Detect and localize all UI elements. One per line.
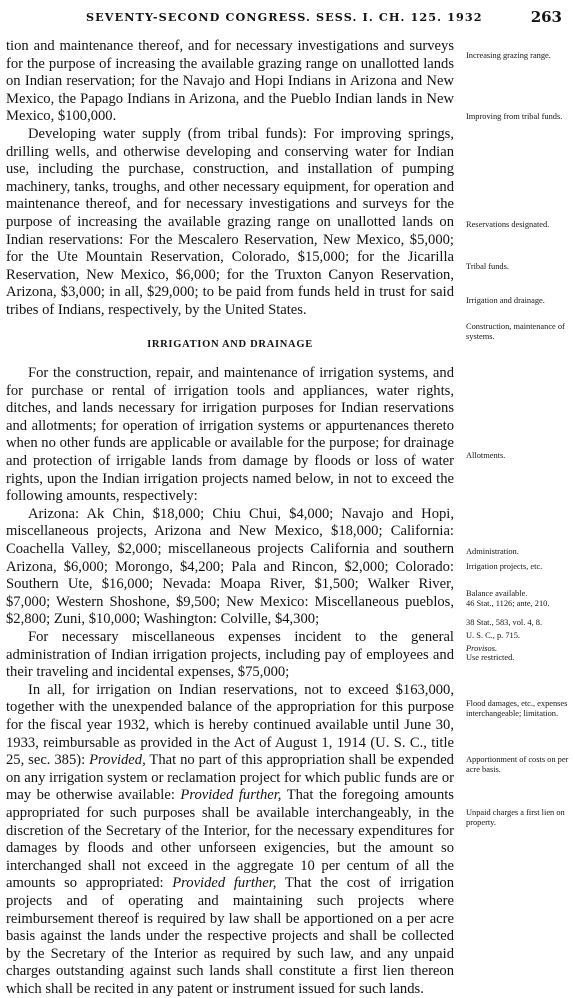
paragraph-in-all <box>6 682 454 998</box>
margin-note: Tribal funds. <box>466 262 509 271</box>
in-all-text-a: In all, for irrigation on Indian reservations, not to exceed $163,000, together with the unexpended balance of the appropriation for this purpose for the fiscal year 1932, which is hereby continued available until June 30, 1933, reimbursable as provided in the Act of August 1, 1914 (U. S. C., title 25, sec. 385): <box>6 681 454 769</box>
margin-note: Use restricted. <box>466 653 515 662</box>
paragraph-water-supply: Developing water supply (from tribal funds): For improving springs, drilling wells, and otherwise developing and conserving water for Indian use, including the purchase, construction, and installation of pumping machinery, tanks, troughs, and other necessary equipment, for operation and maintenance thereof, and for necessary investigations and surveys for the purpose of increasing the available grazing range on unallotted lands on Indian reservations: For the Mescalero Reservation, New Mexico, $5,000; for the Ute Mountain Reservation, Colorado, $15,000; for the Jicarilla Reservation, New Mexico, $6,000; for the Truxton Canyon Reservation, Arizona, $3,000; in all, $29,000; to be paid from funds held in trust for said tribes of Indians, respectively, by the United States. <box>6 125 454 318</box>
margin-note: Administration. <box>466 547 519 556</box>
margin-note: Construction, maintenance of systems. <box>466 322 565 341</box>
margin-note: Increasing grazing range. <box>466 51 551 60</box>
in-all-text-d: That the cost of irrigation projects and of operating and maintaining such projects where reimbursement thereof is required by law shall be apportioned on a per acre basis against the lands under the respective projects and shall be collected by the Secretary of the Interior as required by such law, and any unpaid charges outstanding against such lands shall constitute a first lien thereon which shall be recited in any patent or instrument issued for such lands. <box>6 875 455 997</box>
margin-note: Irrigation projects, etc. <box>466 562 543 571</box>
margin-note: Reservations designated. <box>466 220 550 229</box>
in-all-text-b: That no part of this appropriation shall be expended on any irrigation system or reclamation project for which public funds are or may be otherwise available: <box>6 752 454 804</box>
page-number: 263 <box>530 8 562 26</box>
margin-note: 46 Stat., 1126; ante, 210. <box>466 599 550 608</box>
proviso-label: Provided, <box>89 752 146 769</box>
paragraph-allotments: Arizona: Ak Chin, $18,000; Chiu Chui, $4,000; Navajo and Hopi, miscellaneous projects, Arizona and New Mexico, $18,000; California: Coachella Valley, $2,000; miscellaneous projects California and southern Arizona, $6,000; Morongo, $4,200; Pala and Rincon, $2,000; Colorado: Southern Ute, $16,000; Nevada: Moapa River, $1,500; Walker River, $7,000; Western Shoshone, $9,500; New Mexico: Miscellaneous pueblos, $2,800; Zuni, $10,000; Washington: Colville, $4,300; <box>6 505 454 628</box>
margin-note: Apportionment of costs on per acre basis. <box>466 755 569 774</box>
margin-notes <box>466 0 570 881</box>
margin-note: U. S. C., p. 715. <box>466 631 520 640</box>
margin-note: Irrigation and drainage. <box>466 296 545 305</box>
proviso-label: Provided further, <box>180 787 282 804</box>
provisos-label: Provisos. <box>466 644 498 653</box>
paragraph-irrigation-construction: For the construction, repair, and maintenance of irrigation systems, and for purchase or rental of irrigation tools and appliances, water rights, ditches, and lands necessary for irrigation purposes for Indian reservations and allotments; for operation of irrigation systems or appurtenances thereto when no other funds are applicable or available for the purpose; for drainage and protection of irrigable lands from damage by floods or loss of water rights, upon the Indian irrigation projects named below, in not to exceed the following amounts, respectively: <box>6 365 454 505</box>
margin-note: Improving from tribal funds. <box>466 112 563 121</box>
paragraph-administration: For necessary miscellaneous expenses incident to the general administration of Indian irrigation projects, including pay of employees and their traveling and incidental expenses, $75,000; <box>6 629 454 681</box>
main-text <box>6 38 454 998</box>
margin-note: Allotments. <box>466 451 506 460</box>
section-heading: IRRIGATION AND DRAINAGE <box>147 338 313 350</box>
margin-note: Flood damages, etc., expenses interchangeable; limitation. <box>466 699 568 718</box>
margin-note: Unpaid charges a first lien on property. <box>466 808 565 827</box>
in-all-text-c: That the foregoing amounts appropriated for such purposes shall be available interchangeably, in the discretion of the Secretary of the Interior, for the necessary expenditures for damages by floods and other unforseen exigencies, but the amount so interchanged shall not exceed in the aggregate 10 per centum of all the amounts so appropriated: <box>6 787 454 892</box>
margin-note: Balance available. <box>466 589 528 598</box>
proviso-label: Provided further, <box>172 875 277 892</box>
margin-note: 38 Stat., 583, vol. 4, 8. <box>466 618 543 627</box>
running-title: SEVENTY-SECOND CONGRESS. SESS. I. CH. 125. 1932 <box>86 10 483 24</box>
paragraph-grazing-continued: tion and maintenance thereof, and for necessary investigations and surveys for the purpose of increasing the available grazing range on unallotted lands on Indian reservation; for the Navajo and Hopi Indians in Arizona and New Mexico, the Papago Indians in Arizona, and the Pueblo Indian lands in New Mexico, $100,000. <box>6 38 454 125</box>
